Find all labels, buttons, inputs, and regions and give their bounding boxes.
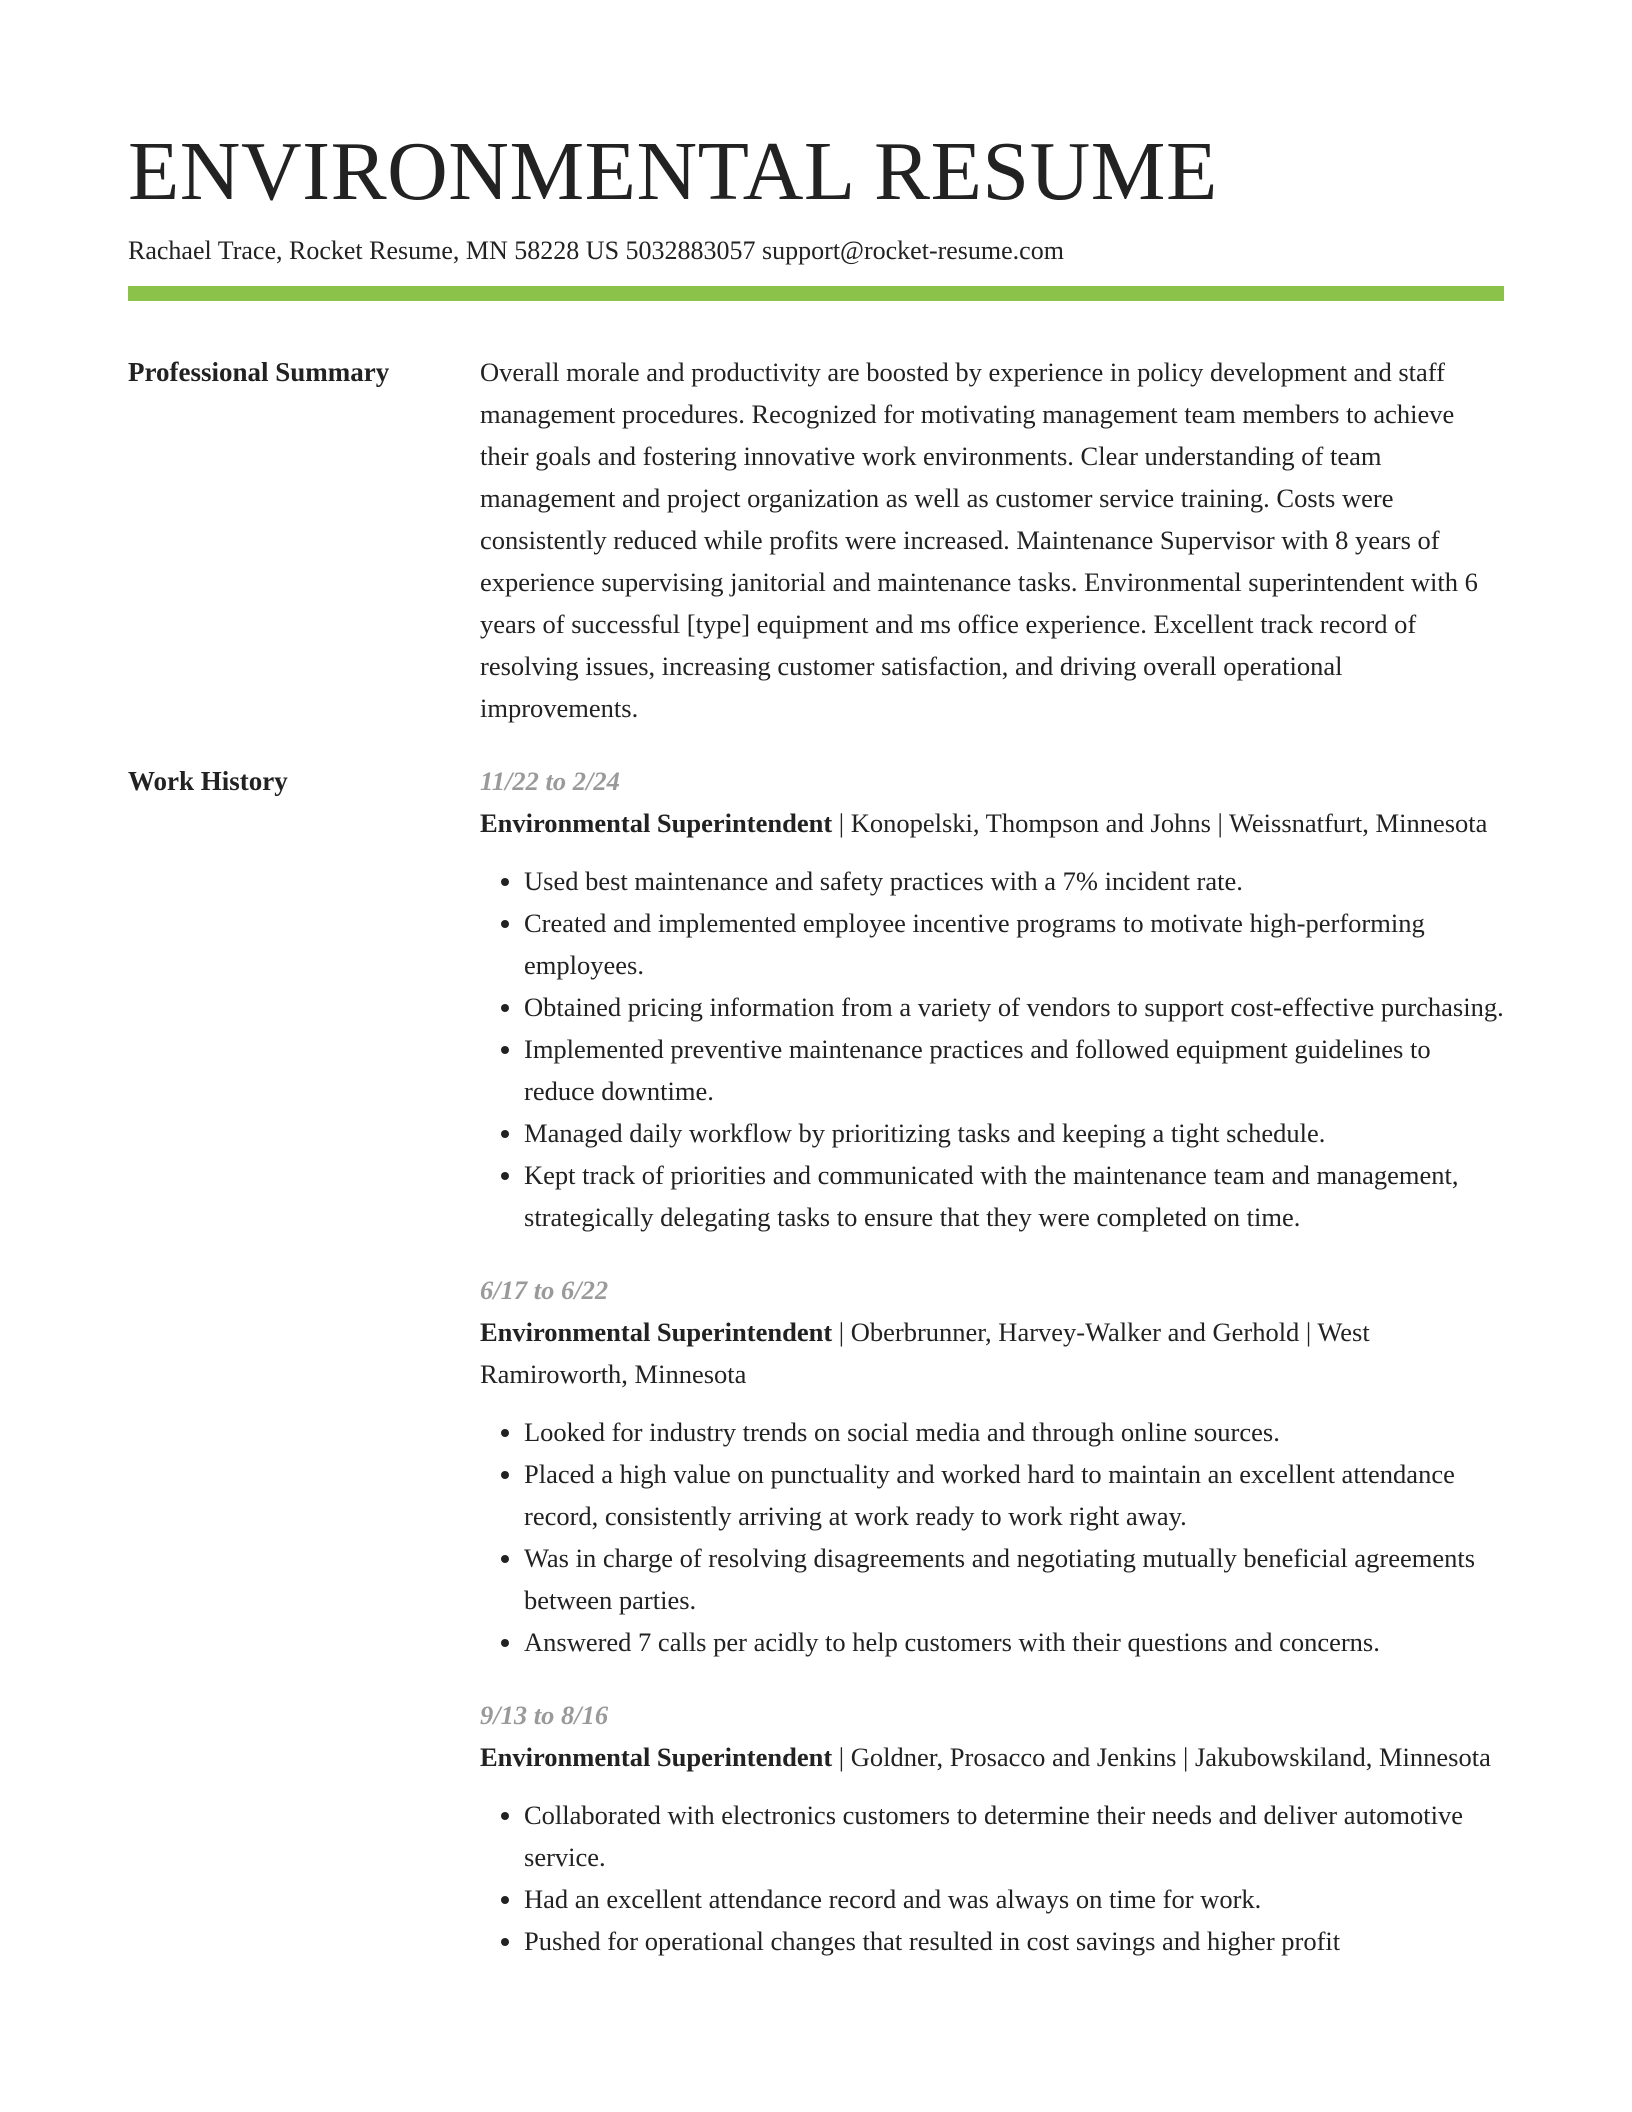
work-history-body (480, 760, 1504, 1993)
job-details: | Konopelski, Thompson and Johns | Weissnatfurt, Minnesota (832, 808, 1488, 838)
summary-body (480, 351, 1504, 729)
job-date: 6/17 to 6/22 (480, 1275, 609, 1305)
job-header (480, 802, 1504, 844)
job-title: Environmental Superintendent (480, 1742, 833, 1772)
work-history-section (128, 760, 1504, 1993)
professional-summary-section (128, 351, 1504, 729)
job-title: Environmental Superintendent (480, 1317, 833, 1347)
duty-item: • Used best maintenance and safety practices with a 7% incident rate. (524, 860, 1504, 902)
job-entry (480, 1694, 1504, 1962)
duty-item: • Kept track of priorities and communicated with the maintenance team and management, strategically delegating tasks to ensure that they were completed on time. (524, 1154, 1504, 1238)
section-heading-work: Work History (128, 766, 288, 796)
duty-item: • Answered 7 calls per acidly to help customers with their questions and concerns. (524, 1621, 1504, 1663)
duty-item: • Pushed for operational changes that resulted in cost savings and higher profit (524, 1920, 1504, 1962)
job-date: 11/22 to 2/24 (480, 766, 620, 796)
duty-item: • Implemented preventive maintenance practices and followed equipment guidelines to reduce downtime. (524, 1028, 1504, 1112)
job-date: 9/13 to 8/16 (480, 1700, 609, 1730)
resume-title: ENVIRONMENTAL RESUME (128, 125, 1218, 218)
duty-item: • Was in charge of resolving disagreements and negotiating mutually beneficial agreements between parties. (524, 1537, 1504, 1621)
job-details: | Oberbrunner, Harvey-Walker and Gerhold | West Ramiroworth, Minnesota (480, 1317, 1370, 1389)
duty-list (480, 1411, 1504, 1663)
duty-item: • Managed daily workflow by prioritizing tasks and keeping a tight schedule. (524, 1112, 1504, 1154)
job-entry (480, 1269, 1504, 1663)
duty-list (480, 1794, 1504, 1962)
job-entry (480, 760, 1504, 1238)
accent-divider (128, 286, 1504, 301)
job-header (480, 1736, 1504, 1778)
section-heading-summary: Professional Summary (128, 357, 390, 387)
duty-item: • Had an excellent attendance record and was always on time for work. (524, 1878, 1504, 1920)
duty-item: • Collaborated with electronics customers to determine their needs and deliver automotive service. (524, 1794, 1504, 1878)
duty-item: • Placed a high value on punctuality and worked hard to maintain an excellent attendance record, consistently arriving at work ready to work right away. (524, 1453, 1504, 1537)
job-header (480, 1311, 1504, 1395)
job-details: | Goldner, Prosacco and Jenkins | Jakubowskiland, Minnesota (832, 1742, 1491, 1772)
duty-list (480, 860, 1504, 1238)
duty-item: • Looked for industry trends on social media and through online sources. (524, 1411, 1504, 1453)
resume-page (128, 0, 1504, 1993)
summary-text: Overall morale and productivity are boosted by experience in policy development and staff management procedures. Recognized for motivating management team members to achieve their goals and fostering innovative work environments. Clear understanding of team management and project organization as well as customer service training. Costs were consistently reduced while profits were increased. Maintenance Supervisor with 8 years of experience supervising janitorial and maintenance tasks. Environmental superintendent with 6 years of successful [type] equipment and ms office experience. Excellent track record of resolving issues, increasing customer satisfaction, and driving overall operational improvements. (480, 357, 1478, 723)
duty-item: • Created and implemented employee incentive programs to motivate high-performing employees. (524, 902, 1504, 986)
duty-item: • Obtained pricing information from a variety of vendors to support cost-effective purchasing. (524, 986, 1504, 1028)
job-title: Environmental Superintendent (480, 808, 833, 838)
contact-line: Rachael Trace, Rocket Resume, MN 58228 US 5032883057 support@rocket-resume.com (128, 236, 1064, 265)
